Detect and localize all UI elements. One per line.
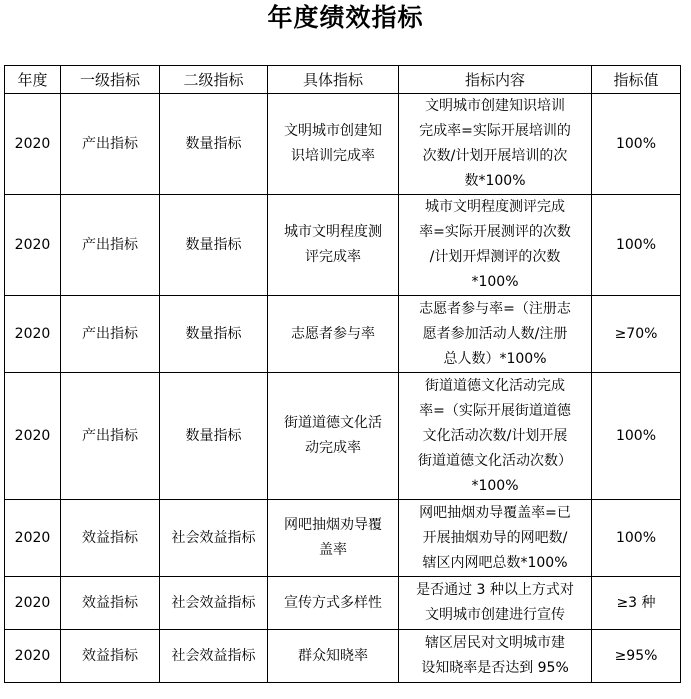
cell-content: [399, 630, 592, 683]
cell-content: [399, 577, 592, 630]
table-row: [5, 500, 681, 577]
content-line: 是否通过 3 种以上方式对: [416, 582, 574, 598]
specific-line: 网吧抽烟劝导覆: [284, 517, 382, 533]
header-level2: 二级指标: [160, 66, 268, 94]
content-line: 愿者参加活动人数/注册: [422, 325, 568, 342]
specific-line: 群众知晓率: [298, 647, 368, 664]
content-line: 设知晓率是否达到 95%: [421, 660, 569, 676]
cell-year: 2020: [5, 94, 61, 195]
header-value: 指标值: [592, 66, 681, 94]
cell-content: [399, 195, 592, 296]
cell-value: ≥95%: [592, 630, 681, 683]
cell-level1: 产出指标: [61, 296, 160, 373]
table-row: [5, 630, 681, 683]
cell-level2: 数量指标: [160, 373, 268, 500]
header-year: 年度: [5, 66, 61, 94]
content-line: 率=实际开展测评的次数: [419, 224, 571, 240]
cell-specific: [268, 500, 399, 577]
cell-specific: [268, 195, 399, 296]
content-line: 文化活动次数/计划开展: [422, 427, 568, 444]
cell-specific: [268, 373, 399, 500]
cell-content: [399, 500, 592, 577]
content-line: 次数/计划开展培训的次: [422, 148, 568, 164]
cell-year: 2020: [5, 500, 61, 577]
specific-line: 评完成率: [305, 249, 361, 265]
content-line: 完成率=实际开展培训的: [419, 123, 571, 139]
table-row: [5, 577, 681, 630]
cell-content: [399, 94, 592, 195]
cell-content: [399, 373, 592, 500]
table-row: [5, 296, 681, 373]
cell-level2: 社会效益指标: [160, 577, 268, 630]
cell-specific: [268, 577, 399, 630]
cell-value: 100%: [592, 500, 681, 577]
specific-line: 街道道德文化活: [284, 415, 382, 431]
cell-level1: 效益指标: [61, 577, 160, 630]
cell-level2: 数量指标: [160, 195, 268, 296]
content-line: 网吧抽烟劝导覆盖率=已: [419, 504, 571, 521]
content-line: 街道道德文化活动次数）: [418, 452, 572, 469]
specific-line: 文明城市创建知: [284, 123, 382, 139]
cell-level1: 效益指标: [61, 630, 160, 683]
cell-level1: 产出指标: [61, 195, 160, 296]
content-line: 志愿者参与率=（注册志: [419, 300, 571, 317]
specific-line: 盖率: [319, 542, 347, 558]
cell-level2: 数量指标: [160, 94, 268, 195]
content-line: 文明城市创建进行宣传: [425, 607, 565, 623]
cell-value: ≥3 种: [592, 577, 681, 630]
table-row: [5, 94, 681, 195]
cell-level2: 数量指标: [160, 296, 268, 373]
content-line: 街道道德文化活动完成: [425, 377, 565, 394]
cell-level1: 产出指标: [61, 373, 160, 500]
content-line: 文明城市创建知识培训: [425, 98, 565, 114]
header-level1: 一级指标: [61, 66, 160, 94]
cell-specific: [268, 296, 399, 373]
cell-year: 2020: [5, 296, 61, 373]
table-header-row: [5, 66, 681, 94]
content-line: 辖区内网吧总数*100%: [422, 554, 568, 571]
cell-year: 2020: [5, 373, 61, 500]
header-specific: 具体指标: [268, 66, 399, 94]
content-line: *100%: [471, 477, 519, 494]
cell-level1: 效益指标: [61, 500, 160, 577]
header-content: 指标内容: [399, 66, 592, 94]
page-title: 年度绩效指标: [267, 3, 424, 32]
content-line: 数*100%: [464, 173, 526, 189]
content-line: /计划开焊测评的次数: [429, 249, 561, 265]
content-line: 率=（实际开展街道道德: [419, 402, 571, 419]
cell-year: 2020: [5, 630, 61, 683]
specific-line: 城市文明程度测: [284, 224, 382, 240]
specific-line: 动完成率: [305, 440, 361, 456]
cell-content: [399, 296, 592, 373]
cell-level2: 社会效益指标: [160, 500, 268, 577]
specific-line: 识培训完成率: [291, 148, 375, 164]
content-line: 开展抽烟劝导的网吧数/: [422, 529, 568, 546]
content-line: 城市文明程度测评完成: [425, 199, 565, 215]
content-line: 辖区居民对文明城市建: [425, 635, 565, 651]
specific-line: 宣传方式多样性: [284, 594, 382, 611]
cell-value: 100%: [592, 195, 681, 296]
performance-indicator-table: [4, 65, 681, 683]
cell-level2: 社会效益指标: [160, 630, 268, 683]
cell-level1: 产出指标: [61, 94, 160, 195]
cell-value: 100%: [592, 94, 681, 195]
cell-year: 2020: [5, 195, 61, 296]
cell-year: 2020: [5, 577, 61, 630]
cell-value: ≥70%: [592, 296, 681, 373]
cell-value: 100%: [592, 373, 681, 500]
cell-specific: [268, 94, 399, 195]
table-row: [5, 373, 681, 500]
table-row: [5, 195, 681, 296]
content-line: 总人数）*100%: [443, 350, 547, 367]
cell-specific: [268, 630, 399, 683]
content-line: *100%: [471, 274, 519, 290]
specific-line: 志愿者参与率: [291, 325, 375, 342]
